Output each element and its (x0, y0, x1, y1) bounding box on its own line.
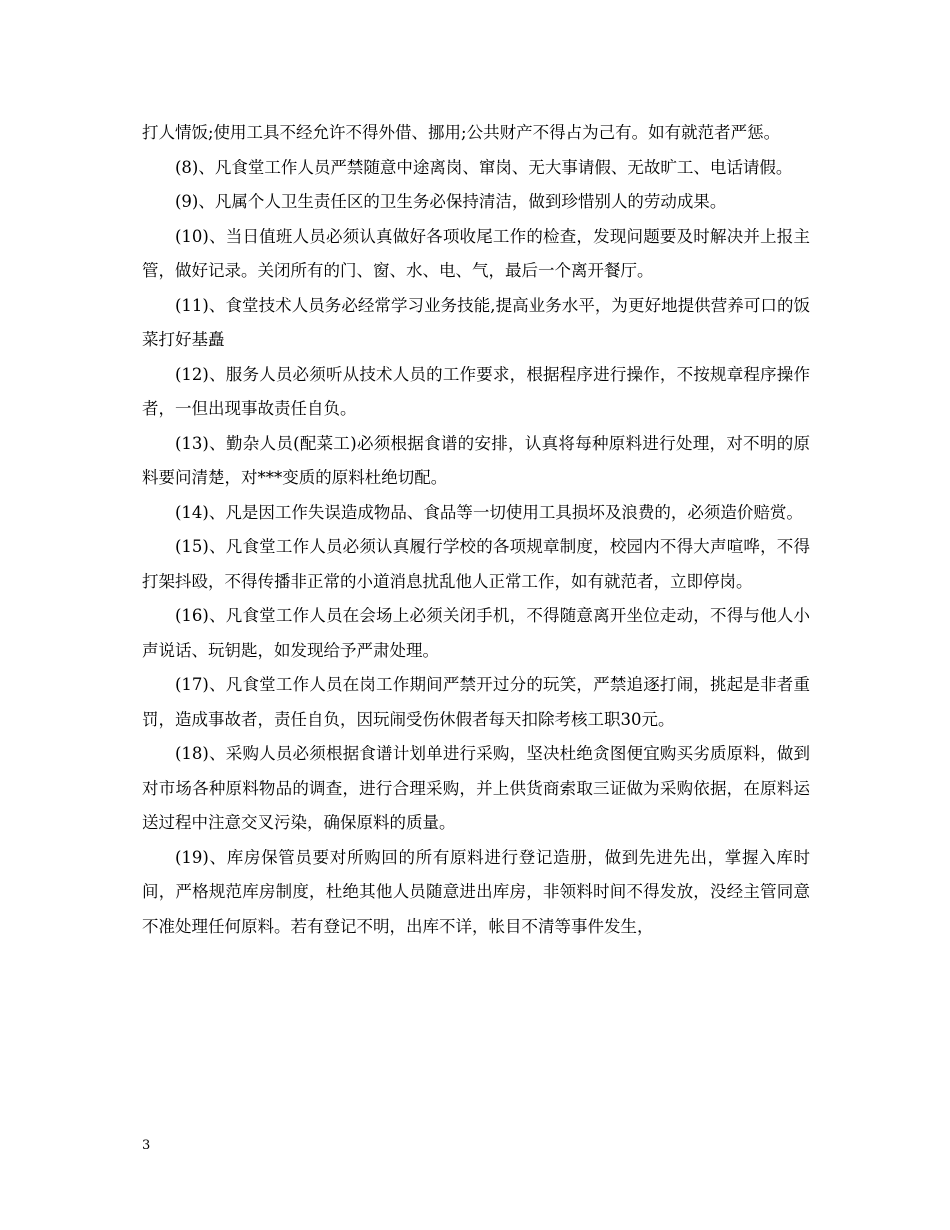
paragraph-12: (18)、采购人员必须根据食谱计划单进行采购，坚决杜绝贪图便宜购买劣质原料，做到对市场各种原料物品的调查，进行合理采购，并上供货商索取三证做为采购依据，在原料运送过程中注意交叉污染，确保原料的质量。 (142, 744, 810, 832)
paragraph-10: (16)、凡食堂工作人员在会场上必须关闭手机，不得随意离开坐位走动，不得与他人小声说话、玩钥匙，如发现给予严肃处理。 (142, 606, 810, 660)
paragraph-5: (11)、食堂技术人员务必经常学习业务技能,提高业务水平，为更好地提供营养可口的饭菜打好基矗 (142, 295, 810, 349)
paragraph-8: (14)、凡是因工作失误造成物品、食品等一切使用工具损坏及浪费的，必须造价赔赏。 (175, 502, 803, 522)
paragraph-2: (8)、凡食堂工作人员严禁随意中途离岗、窜岗、无大事请假、无故旷工、电话请假。 (175, 157, 793, 177)
paragraph-9: (15)、凡食堂工作人员必须认真履行学校的各项规章制度，校园内不得大声喧哗，不得打架抖殴，不得传播非正常的小道消息扰乱他人正常工作，如有就范者，立即停岗。 (142, 537, 810, 591)
paragraph-4: (10)、当日值班人员必须认真做好各项收尾工作的检查，发现问题要及时解决并上报主管，做好记录。关闭所有的门、窗、水、电、气，最后一个离开餐厅。 (142, 226, 810, 280)
paragraph-1: 打人情饭;使用工具不经允许不得外借、挪用;公共财产不得占为己有。如有就范者严惩。 (142, 123, 781, 142)
page-number: 3 (142, 1138, 151, 1153)
paragraph-6: (12)、服务人员必须听从技术人员的工作要求，根据程序进行操作，不按规章程序操作者，一但出现事故责任自负。 (142, 364, 810, 418)
paragraph-13: (19)、库房保管员要对所购回的所有原料进行登记造册，做到先进先出，掌握入库时间，严格规范库房制度，杜绝其他人员随意进出库房，非领料时间不得发放，没经主管同意不准处理任何原料。若有登记不明，出库不详，帐目不清等事件发生， (142, 847, 810, 936)
paragraph-3: (9)、凡属个人卫生责任区的卫生务必保持清洁，做到珍惜别人的劳动成果。 (175, 192, 727, 211)
document-body (142, 116, 810, 944)
paragraph-7: (13)、勤杂人员(配菜工)必须根据食谱的安排，认真将每种原料进行处理，对不明的原料要问清楚，对***变质的原料杜绝切配。 (142, 433, 810, 487)
paragraph-11: (17)、凡食堂工作人员在岗工作期间严禁开过分的玩笑，严禁追逐打闹，挑起是非者重罚，造成事故者，责任自负，因玩闹受伤休假者每天扣除考核工职30元。 (142, 675, 810, 729)
